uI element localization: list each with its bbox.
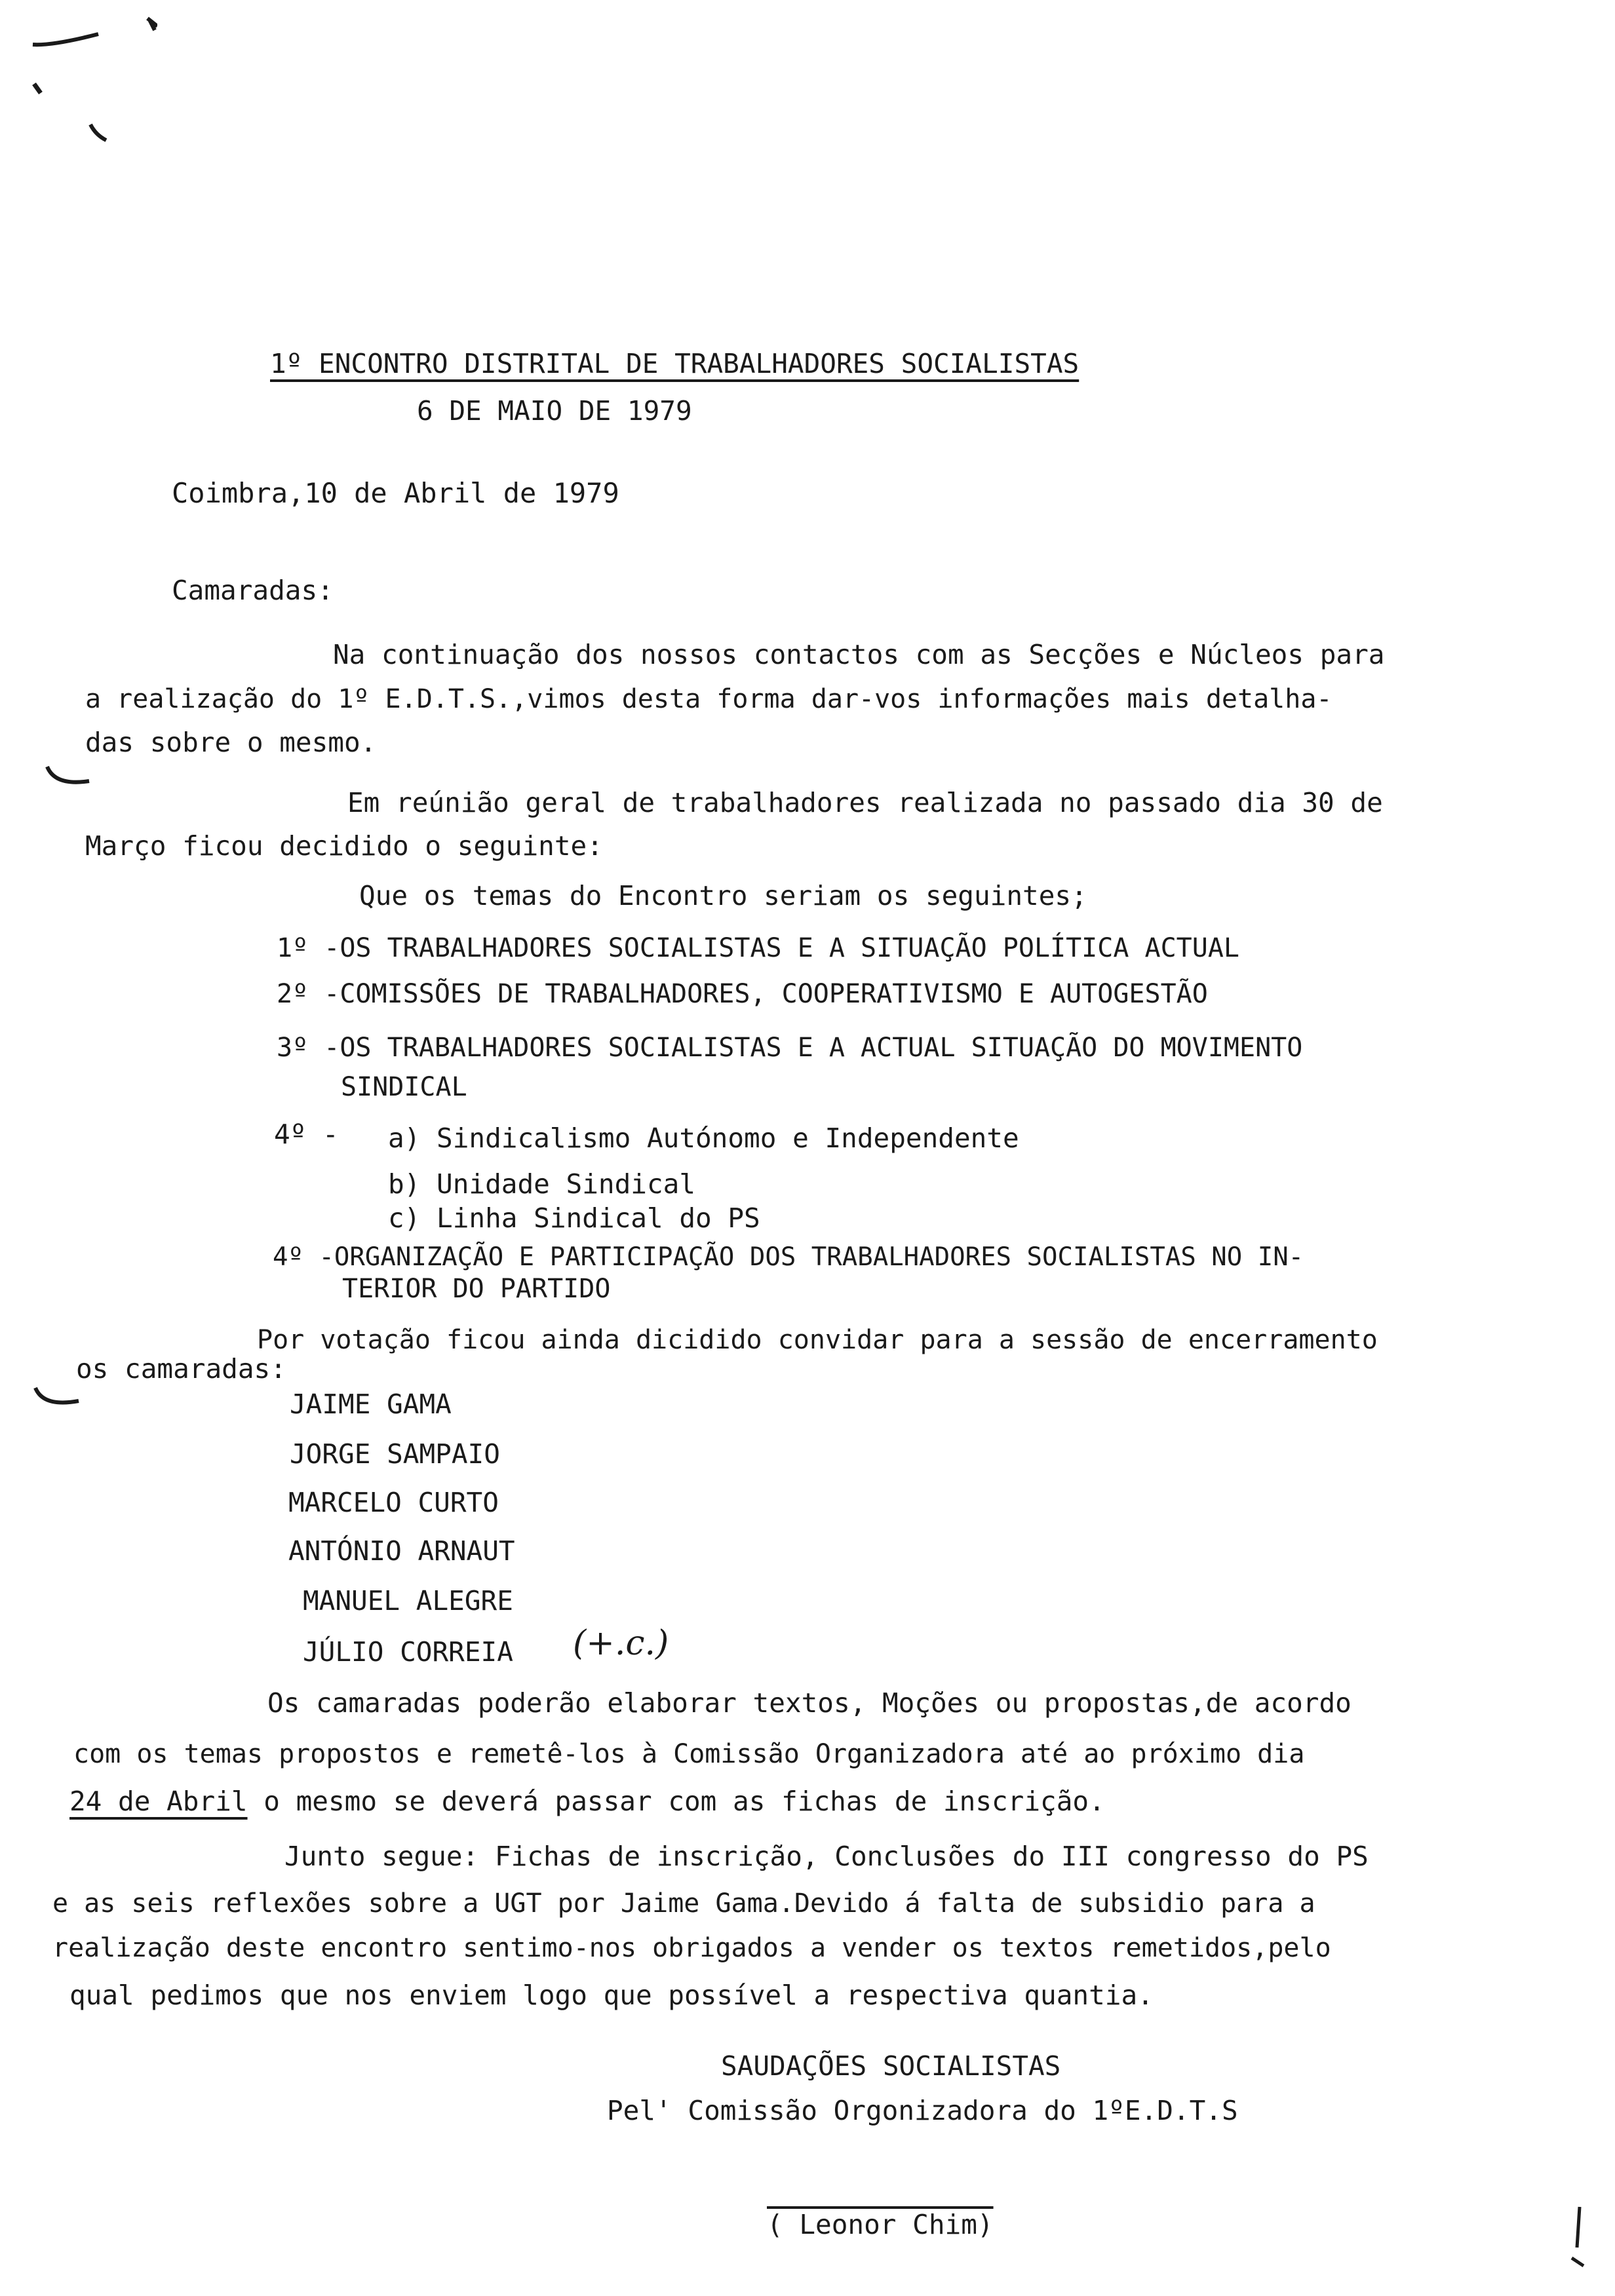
texts-line-3-rest: o mesmo se deverá passar com as fichas de inscrição. <box>247 1786 1105 1817</box>
texts-line-1: Os camaradas poderão elaborar textos, Moções ou propostas,de acordo <box>267 1687 1352 1719</box>
meeting-line-3: Que os temas do Encontro seriam os seguintes; <box>359 880 1087 911</box>
theme-2: 2º -COMISSÕES DE TRABALHADORES, COOPERATIVISMO E AUTOGESTÃO <box>277 979 1208 1009</box>
place-date: Coimbra,10 de Abril de 1979 <box>172 477 619 509</box>
deadline-date: 24 de Abril <box>69 1786 248 1817</box>
invitee-name-6: JÚLIO CORREIA <box>303 1636 513 1668</box>
meeting-line-2: Março ficou decidido o seguinte: <box>85 830 603 862</box>
theme-5-line-1: 4º -ORGANIZAÇÃO E PARTICIPAÇÃO DOS TRABALHADORES SOCIALISTAS NO IN- <box>273 1242 1304 1272</box>
intro-line-3: das sobre o mesmo. <box>85 727 377 758</box>
attached-line-2: e as seis reflexões sobre a UGT por Jaime Gama.Devido á falta de subsidio para a <box>52 1888 1315 1919</box>
committee-line: Pel' Comissão Orgonizadora do 1ºE.D.T.S <box>607 2095 1238 2126</box>
vote-line-1: Por votação ficou ainda dicidido convidar para a sessão de encerramento <box>257 1325 1378 1355</box>
theme-3-line-1: 3º -OS TRABALHADORES SOCIALISTAS E A ACTUAL SITUAÇÃO DO MOVIMENTO <box>277 1033 1303 1063</box>
attached-line-4: qual pedimos que nos enviem logo que possível a respectiva quantia. <box>69 1980 1154 2011</box>
salutation: Camaradas: <box>172 575 334 606</box>
theme-5-line-2: TERIOR DO PARTIDO <box>342 1274 611 1304</box>
closing-greeting: SAUDAÇÕES SOCIALISTAS <box>721 2050 1061 2082</box>
texts-line-2: com os temas propostos e remetê-los à Comissão Organizadora até ao próximo dia <box>73 1739 1305 1769</box>
theme-4-item-c: c) Linha Sindical do PS <box>388 1202 760 1234</box>
margin-bracket-mark-2 <box>31 1384 84 1417</box>
scan-mark-top-left <box>26 7 157 144</box>
theme-4-number: 4º - <box>274 1119 339 1150</box>
attached-line-1: Junto segue: Fichas de inscrição, Conclusões do III congresso do PS <box>284 1841 1369 1872</box>
invitee-name-3: MARCELO CURTO <box>288 1487 499 1518</box>
handwritten-note: (+.c.) <box>573 1624 669 1663</box>
theme-4-item-a: a) Sindicalismo Autónomo e Independente <box>388 1122 1019 1154</box>
scan-mark-bottom-right <box>1560 2202 1599 2274</box>
theme-4-item-b: b) Unidade Sindical <box>388 1168 695 1200</box>
intro-line-1: Na continuação dos nossos contactos com as Secções e Núcleos para <box>333 639 1385 670</box>
meeting-line-1: Em reúnião geral de trabalhadores realizada no passado dia 30 de <box>347 787 1383 818</box>
attached-line-3: realização deste encontro sentimo-nos obrigados a vender os textos remetidos,pelo <box>52 1933 1331 1963</box>
invitee-name-5: MANUEL ALEGRE <box>303 1585 513 1617</box>
margin-bracket-mark <box>43 763 96 795</box>
invitee-name-2: JORGE SAMPAIO <box>290 1438 500 1470</box>
document-title: 1º ENCONTRO DISTRITAL DE TRABALHADORES SOCIALISTAS <box>270 348 1080 379</box>
event-date: 6 DE MAIO DE 1979 <box>417 395 692 427</box>
intro-line-2: a realização do 1º E.D.T.S.,vimos desta forma dar-vos informações mais detalha- <box>85 684 1333 714</box>
theme-1: 1º -OS TRABALHADORES SOCIALISTAS E A SITUAÇÃO POLÍTICA ACTUAL <box>277 933 1240 963</box>
signature-name: ( Leonor Chim) <box>767 2209 994 2240</box>
invitee-name-4: ANTÓNIO ARNAUT <box>288 1535 515 1567</box>
vote-line-2: os camaradas: <box>76 1353 286 1385</box>
texts-line-3 <box>69 1785 1105 1818</box>
invitee-name-1: JAIME GAMA <box>290 1388 452 1420</box>
theme-3-line-2: SINDICAL <box>341 1072 467 1102</box>
